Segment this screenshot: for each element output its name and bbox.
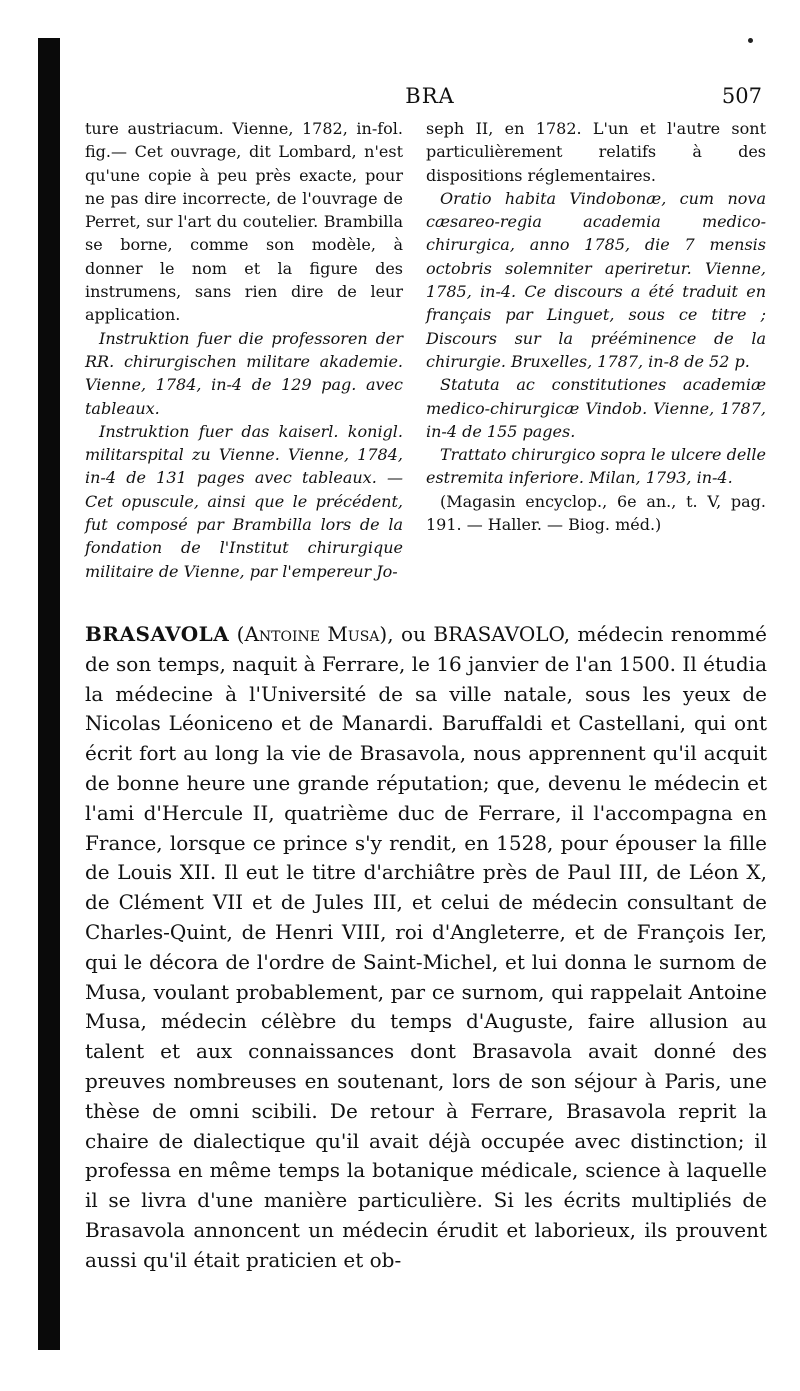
page-title: BRA	[405, 84, 455, 108]
paragraph: ture austriacum. Vienne, 1782, in-fol. fig.— Cet ouvrage, dit Lombard, n'est qu'une copie à peu près exacte, pour ne pas dire incorrecte, de l'ouvrage de Perret, sur l'art du coutelier. Brambilla se borne, comme son modèle, à donner le nom et la figure des instrumens, sans rien dire de leur application.	[85, 119, 403, 325]
article-paragraph	[85, 620, 767, 1276]
page-number: 507	[721, 84, 762, 108]
binding-shadow	[38, 38, 60, 1350]
right-column	[426, 117, 766, 536]
paragraph: Oratio habita Vindobonæ, cum nova cæsareo-regia academia medico-chirurgica, anno 1785, die 7 mensis octobris solemniter aperiretur. Vienne, 1785, in-4. Ce discours a été traduit en français par Linguet, sous ce titre ; Discours sur la prééminence de la chirurgie. Bruxelles, 1787, in-8 de 52 p.	[426, 188, 766, 371]
running-head	[90, 84, 770, 114]
paragraph: Instruktion fuer das kaiserl. konigl. militarspital zu Vienne. Vienne, 1784, in-4 de 131 pages avec tableaux. — Cet opuscule, ainsi que le précédent, fut composé par Brambilla lors de la fondation de l'Institut chirurgique militaire de Vienne, par l'empereur Jo-	[85, 421, 403, 581]
paragraph: Statuta ac constitutiones academiæ medico-chirurgicæ Vindob. Vienne, 1787, in-4 de 155 pages.	[426, 375, 766, 441]
headword: BRASAVOLA	[85, 622, 230, 646]
paragraph: Instruktion fuer die professoren der RR. chirurgischen militare akademie. Vienne, 1784, in-4 de 129 pag. avec tableaux.	[85, 328, 403, 418]
paragraph: Trattato chirurgico sopra le ulcere delle estremita inferiore. Milan, 1793, in-4.	[426, 445, 766, 488]
article-brasavola	[85, 620, 767, 1276]
article-body: ou BRASAVOLO, médecin renommé de son temps, naquit à Ferrare, le 16 janvier de l'an 1500. Il étudia la médecine à l'Université de sa ville natale, sous les yeux de Nicolas Léoniceno et de Manardi. Baruffaldi et Castellani, qui ont écrit fort au long la vie de Brasavola, nous apprennent qu'il acquit de bonne heure une grande réputation; que, devenu le médecin et l'ami d'Hercule II, quatrième duc de Ferrare, il l'accompagna en France, lorsque ce prince s'y rendit, en 1528, pour épouser la fille de Louis XII. Il eut le titre d'archiâtre près de Paul III, de Léon X, de Clément VII et de Jules III, et celui de médecin consultant de Charles-Quint, de Henri VIII, roi d'Angleterre, et de François Ier, qui le décora de l'ordre de Saint-Michel, et lui donna le surnom de Musa, voulant probablement, par ce surnom, qui rappelait Antoine Musa, médecin célèbre du temps d'Auguste, faire allusion au talent et aux connaissances dont Brasavola avait donné des preuves nombreuses en soutenant, lors de son séjour à Paris, une thèse de omni scibili. De retour à Ferrare, Brasavola reprit la chaire de dialectique qu'il avait déjà occupée avec distinction; il professa en même temps la botanique médicale, science à laquelle il se livra d'une manière particulière. Si les écrits multipliés de Brasavola annoncent un médecin érudit et laborieux, ils prouvent aussi qu'il était praticien et ob-	[85, 622, 767, 1272]
left-column	[85, 117, 403, 583]
ink-speck	[748, 38, 753, 43]
headword-name: (Antoine Musa),	[236, 622, 394, 646]
paragraph: seph II, en 1782. L'un et l'autre sont particulièrement relatifs à des dispositions réglementaires.	[426, 119, 766, 185]
citation: (Magasin encyclop., 6e an., t. V, pag. 191. — Haller. — Biog. méd.)	[426, 491, 766, 535]
